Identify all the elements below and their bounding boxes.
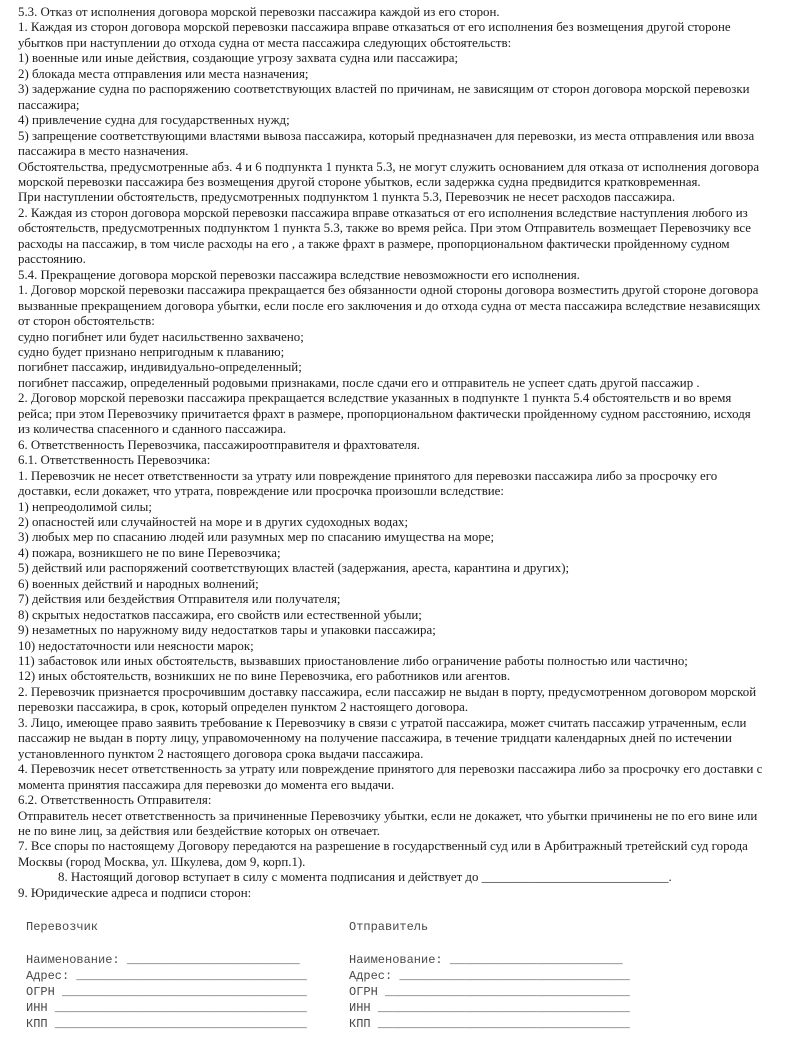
signature-field-row: КПП ___________________________________ xyxy=(26,1017,307,1032)
signature-field-row: Наименование: ________________________ xyxy=(349,952,623,967)
paragraph: 6.1. Ответственность Перевозчика: xyxy=(18,453,211,468)
paragraph: судно будет признано непригодным к плаванию; xyxy=(18,344,285,359)
paragraph: 3) любых мер по спасанию людей или разумных мер по спасанию имущества на море; xyxy=(18,530,495,545)
signature-field-row: Адрес: ________________________________ xyxy=(349,968,630,983)
paragraph: 2) блокада места отправления или места назначения; xyxy=(18,66,309,81)
signature-column-sender xyxy=(349,919,672,1032)
paragraph: 1. Договор морской перевозки пассажира прекращается без обязанности одной стороны договора возместить другой стороне договора вызванные прекращением договора убытки, если после его заключения и до отхода судна от места пассажира вследствие независящих от сторон обстоятельств: xyxy=(18,283,761,329)
paragraph: 1) непреодолимой силы; xyxy=(18,499,152,514)
paragraph: 5) действий или распоряжений соответствующих властей (задержания, ареста, карантина и других); xyxy=(18,561,570,576)
paragraph: 6. Ответственность Перевозчика, пассажироотправителя и фрахтователя. xyxy=(18,437,421,452)
signature-field-row: ИНН ___________________________________ xyxy=(26,1001,307,1016)
paragraph: 8. Настоящий договор вступает в силу с момента подписания и действует до _____________________________. xyxy=(58,870,672,885)
signature-column-carrier xyxy=(26,919,349,1032)
signature-section xyxy=(26,919,793,1032)
paragraph: 3) задержание судна по распоряжению соответствующих властей по причинам, не зависящим от сторон договора морской перевозки пассажира; xyxy=(18,82,750,112)
paragraph: 1. Каждая из сторон договора морской перевозки пассажира вправе отказаться от его исполнения без возмещения другой стороне убытков при наступлении до отхода судна от места пассажира следующих обстоятельств: xyxy=(18,20,731,50)
signature-field-row: Адрес: ________________________________ xyxy=(26,968,307,983)
paragraph: 10) недостаточности или неясности марок; xyxy=(18,638,254,653)
paragraph: 2) опасностей или случайностей на море и в других судоходных водах; xyxy=(18,514,409,529)
paragraph: 11) забастовок или иных обстоятельств, вызвавших приостановление либо ограничение работы полностью или частично; xyxy=(18,654,688,669)
paragraph: При наступлении обстоятельств, предусмотренных подпунктом 1 пункта 5.3, Перевозчик не несет расходов пассажира. xyxy=(18,190,676,205)
paragraph: 7) действия или бездействия Отправителя или получателя; xyxy=(18,592,341,607)
paragraph: Отправитель несет ответственность за причиненные Перевозчику убытки, если не докажет, что убытки причинены не по его вине или не по вине лиц, за действия или бездействие которых он отвечает. xyxy=(18,808,758,839)
carrier-title: Перевозчик xyxy=(26,920,99,935)
paragraph: погибнет пассажир, индивидуально-определенный; xyxy=(18,360,302,375)
paragraph: 7. Все споры по настоящему Договору передаются на разрешение в государственный суд или в Арбитражный третейский суд города Москвы (город Москва, ул. Шкулева, дом 9, корп.1). xyxy=(18,839,748,869)
paragraph: 8) скрытых недостатков пассажира, его свойств или естественной убыли; xyxy=(18,607,422,622)
carrier-rows xyxy=(26,952,349,1033)
paragraph: 4) привлечение судна для государственных нужд; xyxy=(18,113,290,128)
paragraph: 1) военные или иные действия, создающие угрозу захвата судна или пассажира; xyxy=(18,51,459,66)
paragraph: судно погибнет или будет насильственно захвачено; xyxy=(18,329,304,344)
paragraph: 6) военных действий и народных волнений; xyxy=(18,576,259,591)
paragraph: 2. Договор морской перевозки пассажира прекращается вследствие указанных в подпункте 1 пункта 5.4 обстоятельств и во время рейса; при этом Перевозчику причитается фрахт в размере, пропорциональном фактически пройденному судном расстоянию, исходя из количества спасенного и сданного пассажира. xyxy=(18,391,751,437)
paragraph: Обстоятельства, предусмотренные абз. 4 и 6 подпункта 1 пункта 5.3, не могут служить основанием для отказа от исполнения договора морской перевозки пассажира без возмещения другой стороне убытков, если задержка судна предвидится кратковременная. xyxy=(18,159,760,189)
paragraph: 9. Юридические адреса и подписи сторон: xyxy=(18,885,252,900)
signature-field-row: ОГРН __________________________________ xyxy=(349,985,630,1000)
paragraph: 3. Лицо, имеющее право заявить требование к Перевозчику в связи с утратой пассажира, может считать пассажир утраченным, если пассажир не выдан в порту лицу, управомоченному на получение пассажира, в течение тридцати календарных дней по истечении установленного пунктом 2 настоящего договора срока выдачи пассажира. xyxy=(18,715,747,761)
spacer xyxy=(26,935,349,951)
paragraph: погибнет пассажир, определенный родовыми признаками, после сдачи его и отправитель не успеет сдать другой пассажир . xyxy=(18,375,700,390)
paragraph: 1. Перевозчик не несет ответственности за утрату или повреждение принятого для перевозки пассажира либо за просрочку его доставки, если докажет, что утрата, повреждение или просрочка произошли вследствие: xyxy=(18,468,718,499)
signature-field-row: Наименование: ________________________ xyxy=(26,952,300,967)
paragraph: 12) иных обстоятельств, возникших не по вине Перевозчика, его работников или агентов. xyxy=(18,669,511,684)
spacer xyxy=(349,935,672,951)
sender-title: Отправитель xyxy=(349,920,429,935)
paragraph: 4. Перевозчик несет ответственность за утрату или повреждение принятого для перевозки пассажира либо за просрочку его доставки с момента принятия пассажира для перевозки до момента его выдачи. xyxy=(18,762,763,792)
paragraph: 4) пожара, возникшего не по вине Перевозчика; xyxy=(18,545,281,560)
paragraph: 2. Перевозчик признается просрочившим доставку пассажира, если пассажир не выдан в порту, предусмотренном договором морской перевозки пассажира, в срок, который определен пунктом 2 настоящего договора. xyxy=(18,684,757,715)
paragraph: 5) запрещение соответствующими властями вывоза пассажира, который предназначен для перевозки, из места отправления или ввоза пассажира в место назначения. xyxy=(18,128,755,159)
signature-field-row: КПП ___________________________________ xyxy=(349,1017,630,1032)
paragraph: 5.4. Прекращение договора морской перевозки пассажира вследствие невозможности его исполнения. xyxy=(18,267,580,282)
sender-rows xyxy=(349,952,672,1033)
signature-field-row: ИНН ___________________________________ xyxy=(349,1001,630,1016)
paragraph: 6.2. Ответственность Отправителя: xyxy=(18,793,212,808)
paragraph: 9) незаметных по наружному виду недостатков тары и упаковки пассажира; xyxy=(18,623,436,638)
signature-field-row: ОГРН __________________________________ xyxy=(26,985,307,1000)
paragraph: 5.3. Отказ от исполнения договора морской перевозки пассажира каждой из его сторон. xyxy=(18,5,500,19)
paragraph: 2. Каждая из сторон договора морской перевозки пассажира вправе отказаться от его исполнения вследствие наступления любого из обстоятельств, предусмотренных подпунктом 1 пункта 5.3, также во время рейса. При этом Отправитель возмещает Перевозчику все расходы на пассажир, в том числе расходы на его , а также фрахт в размере, пропорциональном фактически пройденному судном расстоянию. xyxy=(18,205,752,267)
